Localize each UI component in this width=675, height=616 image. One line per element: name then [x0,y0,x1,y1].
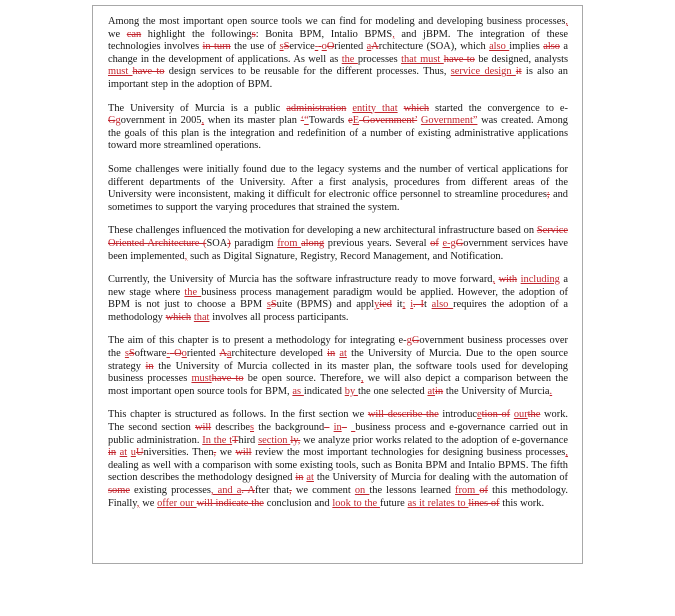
inserted-text: that [193,311,210,323]
text-run: t [423,299,432,311]
text-run: work. The second section [108,409,568,434]
inserted-text: Government” [420,115,478,127]
inserted-text: a [226,348,232,360]
deleted-text: O [174,348,182,360]
text-run: future [379,497,408,509]
inserted-text: g [406,335,412,347]
inserted-text: - [314,41,319,53]
deleted-text: in turn [202,41,231,53]
text-run: The University of Murcia is a public [108,102,287,114]
deleted-text: which [165,311,192,323]
deleted-text: U [135,447,144,459]
deleted-text: S [128,348,135,360]
inserted-text: , [136,497,140,509]
deleted-text: T [232,434,239,446]
inserted-text: that must [401,53,444,65]
text-run: the University of Murcia. Due to the open source strategy [108,348,568,372]
text-run: the University of Murcia collected in its master plan, the software tools used for developing business processes [108,360,568,385]
deleted-text: some [108,485,130,496]
inserted-text: the [184,286,202,298]
text-run: we analyze prior works related to the adoption of e-governance [300,434,568,446]
deleted-text: ; [546,189,550,201]
deleted-text: ) [227,237,231,249]
text-run: describe [211,422,250,434]
text-run: riented [186,348,220,360]
inserted-text: also [489,41,510,53]
inserted-text: at [119,447,128,459]
text-run: uite (BPMS) and appl [276,299,375,311]
deleted-text: G [455,237,464,249]
inserted-text: from [277,237,302,249]
inserted-text: g [115,115,121,127]
inserted-text: u [130,447,136,459]
deleted-text: S [283,41,290,53]
inserted-text: E [352,115,360,127]
inserted-text: also [431,299,454,311]
text-run: rchitecture developed [231,348,328,360]
text-run: overnment in 2005 [120,115,202,127]
text-run: a change in the development of applications. As well as [108,41,568,65]
deleted-text: G [411,335,420,347]
inserted-text: s [124,348,129,360]
deleted-text: – [324,422,330,434]
inserted-text: as it relates to [407,497,469,509]
text-run: business process and e-governance carried out in public administration. [108,422,568,446]
text-run: a new stage where [108,274,568,298]
text-run: the one selected [357,385,428,397]
deleted-text: will [235,447,252,459]
deleted-text: in [327,348,336,360]
deleted-text: administration [286,102,347,114]
paragraph [108,274,568,324]
deleted-text: -Government’ [359,115,418,127]
inserted-text: offer our [157,497,197,509]
text-run: riented [334,41,367,53]
document-page[interactable] [92,5,583,564]
inserted-text: , [492,274,496,286]
inserted-text: service design [450,66,516,78]
deleted-text: it [515,66,522,78]
inserted-text: at [306,472,314,484]
text-run: overnment business processes over the [108,335,568,360]
text-run: implies [509,41,544,53]
text-run: be designed, analysts [474,53,568,65]
inserted-text: ; [402,299,406,311]
deleted-text: have to [211,373,244,385]
text-run: introduc [438,409,478,421]
inserted-text: on [354,485,370,496]
inserted-text: look to the [332,497,380,509]
inserted-text: as [292,385,304,397]
inserted-text: s [279,41,284,53]
text-run: paradigm [230,237,278,249]
text-run: and sometimes to support the varying procedures that strained the system. [108,189,568,213]
text-run: started the convergence to e- [429,102,568,114]
text-run: rchitecture (SOA), which [378,41,490,53]
deleted-text: e [348,115,353,127]
text-run: design services to be reusable for the different processes. Thus, [164,66,451,78]
inserted-text: , [565,16,568,27]
inserted-text: in [333,422,342,434]
deleted-text: will describe the [367,409,439,421]
deleted-text: . I [413,299,424,311]
deleted-text: in [295,472,304,484]
text-run: the background [254,422,325,434]
text-run: we [216,447,236,459]
deleted-text: A [219,348,227,360]
deleted-text: along [301,237,325,249]
deleted-text: tion of [481,409,511,421]
text-run: : Bonita BPM, Intalio BPMS [255,28,393,40]
paragraph [108,225,568,263]
inserted-text: o [181,348,187,360]
inserted-text: o [321,41,327,53]
inserted-text: , [184,250,188,262]
inserted-text: e-g [442,237,456,249]
text-run: requires the adoption of a methodology [108,299,568,323]
deleted-text: also [543,41,560,53]
inserted-text: , [201,115,205,127]
text-run: the University of Murcia for dealing with the automation of [313,472,568,484]
inserted-text: a [366,41,372,53]
inserted-text: - [166,348,170,360]
inserted-text: from [455,485,480,496]
text-run: oftware [134,348,167,360]
deleted-text: which [403,102,430,114]
text-run: processes [357,53,402,65]
deleted-text: Service Oriented Architecture ( [108,225,568,249]
text-run: Currently, the University of Murcia has the software infrastructure ready to move forward [108,274,493,286]
paragraph [108,103,568,153]
inserted-text: entity that [352,102,398,114]
deleted-text: ‘ [300,115,305,127]
deleted-text: , [213,447,217,459]
text-run: was created. Among the goals of this plan is the integration and redefinition of a number of existing administrative applications toward more streamlined operations. [108,115,568,152]
deleted-text: of [479,485,488,496]
deleted-text: will [195,422,212,434]
text-run: This chapter is structured as follows. In the first section we [108,409,368,421]
text-run: fter that [255,485,290,496]
deleted-text: will indicate the [196,497,264,509]
inserted-text: section [258,434,291,446]
text-run: and jBPM. The integration of these technologies involves [108,28,568,53]
deleted-text: can [126,28,142,40]
deleted-text: in [108,447,117,459]
deleted-text: – [341,422,347,434]
text-run: conclusion and [263,497,333,509]
deleted-text: G [108,115,116,127]
text-run: the lessons learned [369,485,456,496]
deleted-text: , [289,485,292,496]
paragraph [108,335,568,398]
text-run: dealing as well with a comparison with some existing tools, such as Bonita BPM and Intalio BPMS. The fifth section describes the methodology designed [108,459,568,484]
text-run: we [108,28,127,40]
deleted-text: S [270,299,277,311]
inserted-text: . [549,385,553,397]
text-run: we will also depict a comparison between the most important open source tools for BPM, [108,373,568,397]
text-run: business process management paradigm would be applied. However, the adoption of BPM is not just to choose a BPM [108,286,568,311]
paragraph [108,409,568,510]
text-run: previous years. Several [324,237,431,249]
deleted-text: lines of [468,497,500,509]
deleted-text: . A [241,485,255,496]
paragraph [108,16,568,92]
text-run: when its master plan [204,115,301,127]
text-run: SOA [206,237,228,249]
inserted-text: including [520,274,560,286]
text-run: we [139,497,158,509]
inserted-text: i [410,299,414,311]
inserted-text: s [266,299,271,311]
inserted-text: , and a [210,485,242,496]
inserted-text: at [427,385,436,397]
text-run: The aim of this chapter is to present a methodology for integrating e- [108,335,407,347]
deleted-text: in [145,360,154,372]
text-run: it [392,299,403,311]
text-run: review the most important technologies for designing business processes [251,447,566,459]
text-run: this methodology. Finally [108,485,568,509]
text-run: the use of [230,41,280,53]
inserted-text: by [344,385,358,397]
deleted-text: O [326,41,335,53]
deleted-text: in [435,385,444,397]
deleted-text: the [527,409,541,421]
deleted-text: A [371,41,379,53]
inserted-text: must [108,66,133,78]
inserted-text: In the t [202,434,233,446]
text-run: Among the most important open source tools we can find for modeling and developing business processes [108,16,566,27]
deleted-text: have to [443,53,475,65]
text-run: the University of Murcia [443,385,550,397]
text-run: this work. [499,497,545,509]
text-run: Towards [308,115,349,127]
text-run: ervice [289,41,315,53]
text-run: existing processes [129,485,211,496]
text-run: hird [238,434,259,446]
text-run: Some challenges were initially found due to the legacy systems and the number of vertical applications for different departments of the University. After a first analysis, procedures from different areas of the University were inconsistent, making it difficult for electronic office personnel to streamline procedures [108,163,568,201]
text-run: involves all process participants. [209,311,349,323]
text-run: such as Digital Signature, Registry, Record Management, and Notification. [187,250,504,262]
deleted-text: of [430,237,439,249]
inserted-text: “ [304,115,309,127]
text-run: These challenges influenced the motivation for developing a new architectural infrastructure based on [108,225,537,237]
text-run: we comment [291,485,355,496]
paragraph [108,164,568,214]
inserted-text: the [341,53,358,65]
inserted-text: must [191,373,212,385]
inserted-text: s [250,422,255,434]
text-run: highlight the following [141,28,252,40]
inserted-text: , [360,373,364,385]
deleted-text: ly, [290,434,301,446]
text-run: be open source. Therefore [243,373,361,385]
inserted-text: , [392,28,395,40]
inserted-text: y [374,299,380,311]
deleted-text: have to [132,66,165,78]
text-run: is also an important step in the adoption of BPM. [108,66,568,90]
inserted-text: , [565,447,568,459]
text-run: overnment services have been implemented [108,237,569,262]
text-run: niversities. Then [143,447,214,459]
inserted-text: at [339,348,347,360]
deleted-text: with [498,274,518,286]
inserted-text: e [477,409,482,421]
deleted-text: s [251,28,256,40]
text-run: indicated [303,385,345,397]
deleted-text: ied [379,299,392,311]
inserted-text: our [513,409,528,421]
